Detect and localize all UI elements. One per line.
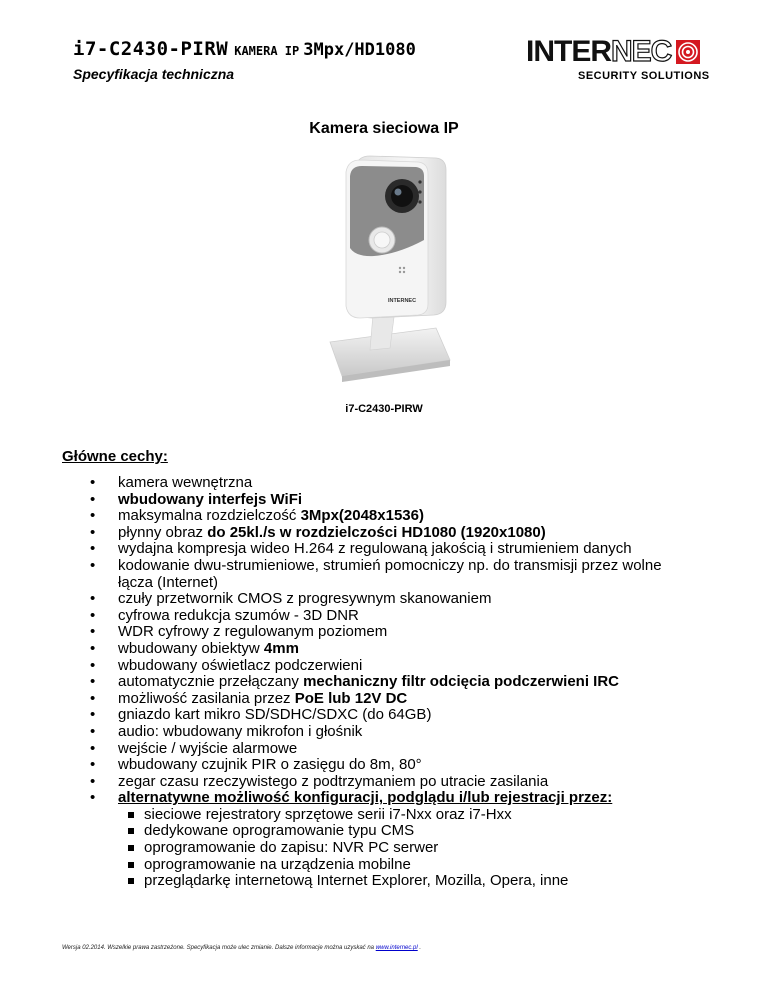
internec-logo <box>526 35 710 86</box>
list-item: • cyfrowa redukcja szumów - 3D DNR <box>118 608 698 625</box>
logo-wordmark: INTERNEC <box>526 35 672 68</box>
list-item: • gniazdo kart mikro SD/SDHC/SDXC (do 64GB) <box>118 707 698 724</box>
list-item: • kodowanie dwu-strumieniowe, strumień pomocniczy np. do transmisji przez wolne łącza (Internet) <box>118 558 698 591</box>
logo-tagline: SECURITY SOLUTIONS <box>578 70 710 82</box>
features-heading: Główne cechy: <box>62 448 168 465</box>
list-item: • audio: wbudowany mikrofon i głośnik <box>118 724 698 741</box>
photo-caption: i7-C2430-PIRW <box>345 403 423 415</box>
list-item: • wbudowany oświetlacz podczerwieni <box>118 658 698 675</box>
list-item: • wbudowany obiektyw 4mm <box>118 641 698 658</box>
sub-list-item: przeglądarkę internetową Internet Explorer, Mozilla, Opera, inne <box>144 873 698 890</box>
list-item: • maksymalna rozdzielczość 3Mpx(2048x1536) <box>118 508 698 525</box>
page-footer: Wersja 02.2014. Wszelkie prawa zastrzeżone. Specyfikacja może ulec zmianie. Dalsze informacje można uzyskać na www.internec.pl . <box>62 945 422 951</box>
page-header <box>73 35 710 88</box>
list-item: • płynny obraz do 25kl./s w rozdzielczości HD1080 (1920x1080) <box>118 525 698 542</box>
list-item-access-methods: • alternatywne możliwość konfiguracji, podglądu i/lub rejestracji przez: sieciowe rejestratory sprzętowe serii i7-Nxx oraz i7-Hxx dedykowane oprogramowanie typu CMS oprogramowanie do zapisu: NVR PC serwer oprogramowanie na urządzenia mobilne przeglądarkę internetową Internet Explorer, Mozilla, Opera, inne <box>118 790 698 890</box>
product-header-line <box>73 38 416 60</box>
list-item: • czuły przetwornik CMOS z progresywnym skanowaniem <box>118 591 698 608</box>
doc-subtitle: Specyfikacja techniczna <box>73 66 235 82</box>
sub-list-item: dedykowane oprogramowanie typu CMS <box>144 823 698 840</box>
list-item: • zegar czasu rzeczywistego z podtrzymaniem po utracie zasilania <box>118 774 698 791</box>
list-item: • WDR cyfrowy z regulowanym poziomem <box>118 624 698 641</box>
sub-list-item: oprogramowanie do zapisu: NVR PC serwer <box>144 840 698 857</box>
camera-photo <box>318 152 458 392</box>
list-item: • wydajna kompresja wideo H.264 z regulowaną jakością i strumieniem danych <box>118 541 698 558</box>
product-type: KAMERA IP <box>234 44 300 58</box>
target-icon <box>676 40 700 64</box>
list-item: • wbudowany czujnik PIR o zasięgu do 8m, 80° <box>118 757 698 774</box>
list-item: • możliwość zasilania przez PoE lub 12V DC <box>118 691 698 708</box>
doc-title: Kamera sieciowa IP <box>309 120 459 137</box>
sub-list-item: sieciowe rejestratory sprzętowe serii i7-Nxx oraz i7-Hxx <box>144 807 698 824</box>
list-item: • kamera wewnętrzna <box>118 475 698 492</box>
list-item: • wejście / wyjście alarmowe <box>118 741 698 758</box>
features-list <box>118 475 698 890</box>
camera-brand-label: INTERNEC <box>387 298 417 304</box>
list-item: • wbudowany interfejs WiFi <box>118 492 698 509</box>
sub-list-item: oprogramowanie na urządzenia mobilne <box>144 857 698 874</box>
product-model: i7-C2430-PIRW <box>73 38 229 60</box>
sub-features-list <box>118 807 698 890</box>
product-resolution: 3Mpx/HD1080 <box>303 40 416 60</box>
list-item: • automatycznie przełączany mechaniczny filtr odcięcia podczerwieni IRC <box>118 674 698 691</box>
website-link[interactable]: www.internec.pl <box>375 945 418 951</box>
